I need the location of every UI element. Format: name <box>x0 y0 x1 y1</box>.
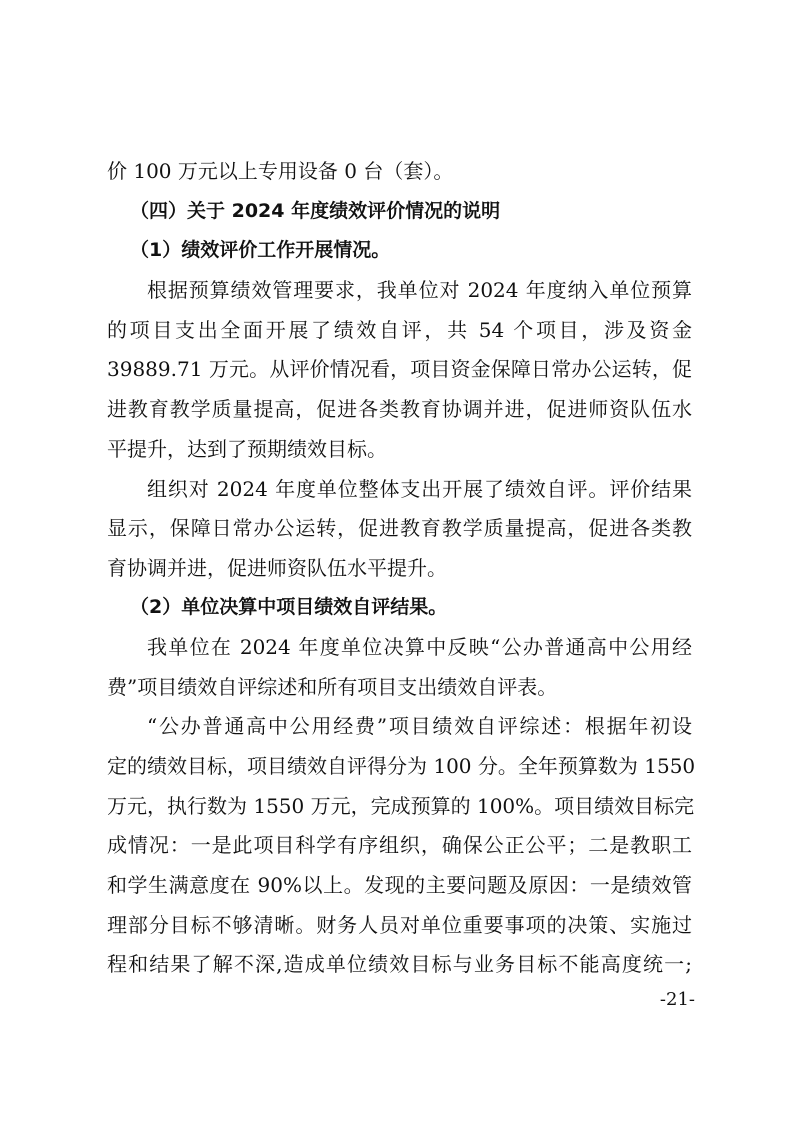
paragraph-line: 显示，保障日常办公运转，促进教育教学质量提高，促进各类教 <box>107 516 692 540</box>
paragraph-line: 和学生满意度在 90%以上。发现的主要问题及原因：一是绩效管 <box>107 873 692 897</box>
paragraph-line: 组织对 2024 年度单位整体支出开展了绩效自评。评价结果 <box>147 477 692 501</box>
paragraph-line: 平提升，达到了预期绩效目标。 <box>107 437 387 461</box>
paragraph-line: 育协调并进，促进师资队伍水平提升。 <box>107 556 447 580</box>
paragraph-line: 程和结果了解不深,造成单位绩效目标与业务目标不能高度统一; <box>107 952 692 976</box>
subsection-heading: （1）绩效评价工作开展情况。 <box>130 239 391 261</box>
paragraph-line: 万元，执行数为 1550 万元，完成预算的 100%。项目绩效目标完 <box>107 794 695 818</box>
subsection-heading: （2）单位决算中项目绩效自评结果。 <box>130 596 448 618</box>
paragraph-line: 费”项目绩效自评综述和所有项目支出绩效自评表。 <box>107 675 558 699</box>
paragraph-line: 理部分目标不够清晰。财务人员对单位重要事项的决策、实施过 <box>107 913 692 937</box>
paragraph-line: 价 100 万元以上专用设备 0 台（套）。 <box>107 159 454 183</box>
paragraph-line: 我单位在 2024 年度单位决算中反映“公办普通高中公用经 <box>147 635 692 659</box>
paragraph-line: 根据预算绩效管理要求，我单位对 2024 年度纳入单位预算 <box>147 278 692 302</box>
section-heading: （四）关于 2024 年度绩效评价情况的说明 <box>130 200 501 222</box>
paragraph-line: 成情况：一是此项目科学有序组织，确保公正公平；二是教职工 <box>107 833 692 857</box>
page-number: -21- <box>659 989 695 1010</box>
paragraph-line: 的项目支出全面开展了绩效自评，共 54 个项目，涉及资金 <box>107 318 692 342</box>
paragraph-line: “公办普通高中公用经费”项目绩效自评综述：根据年初设 <box>147 714 692 738</box>
paragraph-line: 定的绩效目标，项目绩效自评得分为 100 分。全年预算数为 1550 <box>107 754 696 778</box>
paragraph-line: 39889.71 万元。从评价情况看，项目资金保障日常办公运转，促 <box>107 357 692 381</box>
paragraph-line: 进教育教学质量提高，促进各类教育协调并进，促进师资队伍水 <box>107 397 692 421</box>
